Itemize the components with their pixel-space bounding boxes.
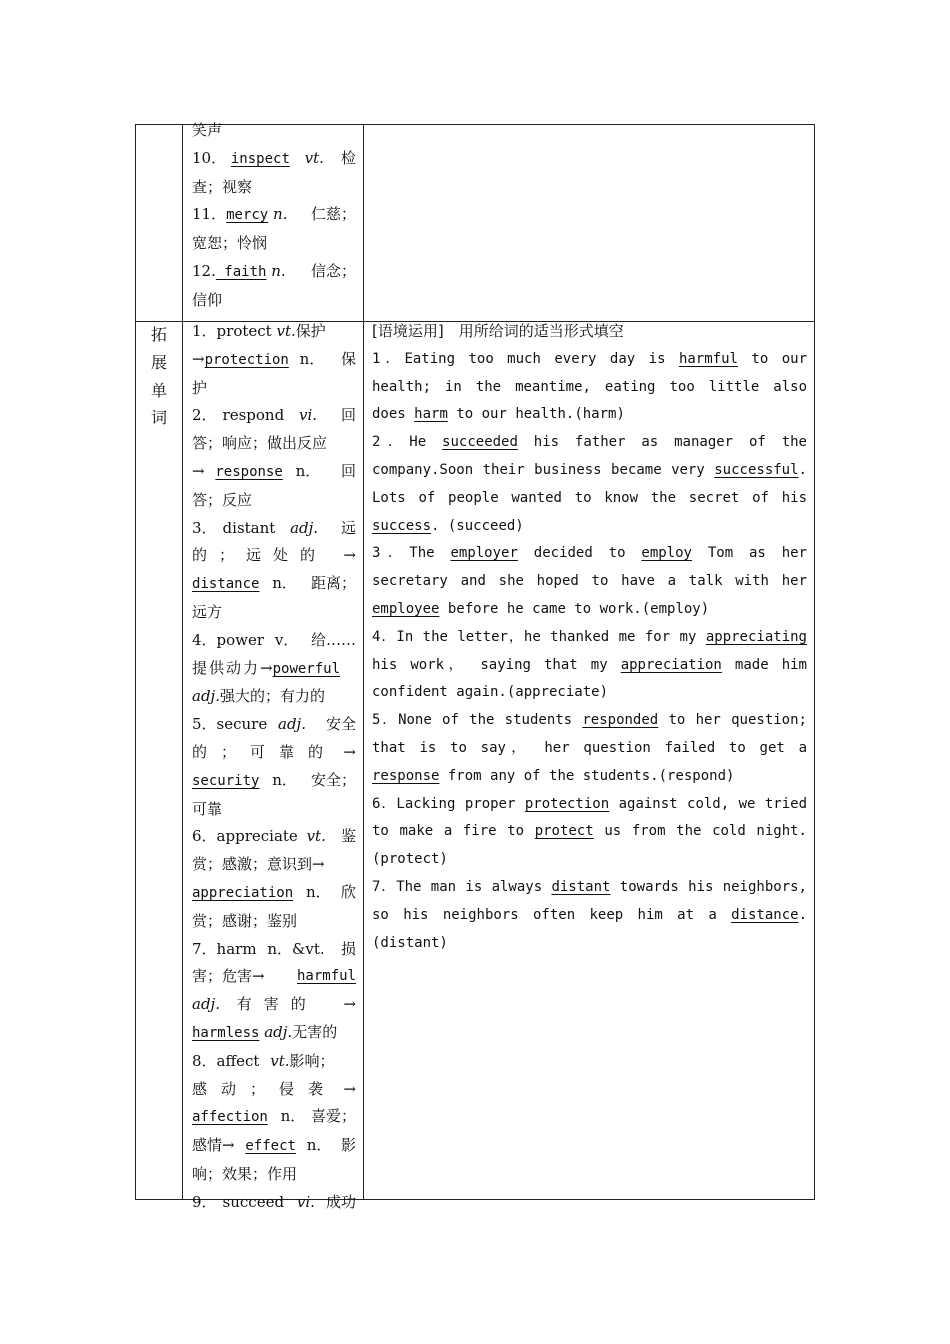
item-number: 6． xyxy=(192,827,217,846)
meaning: 保 xyxy=(340,349,356,368)
meaning: 害；危害 xyxy=(192,967,253,986)
meaning: 信仰 xyxy=(192,290,223,309)
meaning: 的；可靠的 xyxy=(192,742,338,761)
exercise-text: to our health; in the meantime, eating too little also does xyxy=(372,350,808,423)
part-of-speech: n． xyxy=(280,1107,306,1126)
answer-blank: employee xyxy=(372,600,440,617)
arrow-icon: → xyxy=(252,967,265,986)
answer-blank: employer xyxy=(450,545,518,562)
item-number: 2． xyxy=(192,406,217,425)
answer-blank: success xyxy=(372,517,432,534)
answer-word: security xyxy=(192,772,260,789)
vocab-item-5 xyxy=(192,711,356,739)
exercise-text: towards his neighbors, so his neighbors often keep him at a xyxy=(372,878,807,923)
vocab-item-10 xyxy=(192,145,356,174)
vocab-item-8 xyxy=(192,1048,356,1076)
base-word: succeed xyxy=(222,1192,285,1211)
vocab-item-9 xyxy=(192,1189,356,1217)
meaning: 影 xyxy=(340,1136,356,1155)
exercise-cell xyxy=(372,318,807,957)
vocab-line xyxy=(192,851,356,879)
meaning: 赏；感激；意识到 xyxy=(192,855,313,874)
vocab-derived xyxy=(192,879,356,908)
meaning: 赏；感谢；鉴别 xyxy=(192,911,298,930)
vocab-derived xyxy=(192,458,356,487)
item-number: 1． xyxy=(192,322,217,340)
arrow-icon: → xyxy=(343,546,356,565)
vocab-derived xyxy=(192,1019,356,1048)
exercise-item-7 xyxy=(372,874,807,957)
answer-word: protection xyxy=(204,351,289,368)
vocab-line: 笑声 xyxy=(192,121,223,139)
meaning: 答；响应；做出反应 xyxy=(192,434,328,453)
exercise-item-5 xyxy=(372,707,807,790)
vocab-derived xyxy=(192,1103,356,1132)
meaning: 保护 xyxy=(295,322,326,340)
meaning: 影响； xyxy=(289,1051,335,1070)
item-number: 11． xyxy=(192,205,227,224)
part-of-speech: adj. xyxy=(278,715,306,734)
column-divider xyxy=(363,125,364,1199)
answer-word: distance xyxy=(192,576,260,593)
answer-word: response xyxy=(215,463,283,480)
vocab-derived xyxy=(192,991,356,1019)
vocab-item-1 xyxy=(192,318,356,346)
item-number: 10． xyxy=(192,148,227,167)
part-of-speech: adj. xyxy=(264,1022,293,1041)
vocab-continuation-cell xyxy=(192,117,356,315)
part-of-speech: n． xyxy=(299,349,325,368)
item-number: 12. xyxy=(192,261,216,280)
vocab-item-11 xyxy=(192,201,356,230)
meaning: 感情 xyxy=(192,1136,223,1155)
answer-word: inspect xyxy=(230,150,290,167)
meaning: 查；视察 xyxy=(192,177,253,196)
vocab-item-12 xyxy=(192,258,356,287)
exercise-item-1 xyxy=(372,346,807,429)
vocab-item-6 xyxy=(192,823,356,851)
answer-blank: succeeded xyxy=(442,434,518,451)
vocab-derived xyxy=(192,1132,356,1161)
answer-blank: appreciation xyxy=(620,656,722,673)
meaning: 回 xyxy=(340,406,356,425)
part-of-speech: n． xyxy=(272,770,297,789)
meaning: 答；反应 xyxy=(192,490,253,509)
exercise-text: before he came to work.(employ) xyxy=(447,600,710,617)
exercise-text: us from the cold night.(protect) xyxy=(372,823,807,868)
meaning: 喜爱； xyxy=(310,1107,356,1126)
meaning: 宽恕；怜悯 xyxy=(192,234,268,253)
base-word: distant xyxy=(222,518,276,537)
meaning: 的；远处的 xyxy=(192,546,328,565)
column-divider xyxy=(182,125,183,1199)
part-of-speech: adj. xyxy=(192,995,220,1014)
meaning: 回 xyxy=(340,461,356,480)
answer-blank: harmful xyxy=(678,350,738,367)
exercise-text: his father as manager of the company.Soon their business became very xyxy=(372,434,807,478)
meaning: 无害的 xyxy=(292,1022,338,1041)
exercise-text: to our health.(harm) xyxy=(456,406,625,423)
answer-word: mercy xyxy=(226,207,269,224)
arrow-icon: → xyxy=(192,461,205,480)
exercise-header: [语境运用] 用所给词的适当形式填空 xyxy=(372,322,624,340)
section-label-char: 展 xyxy=(150,352,167,372)
exercise-text: 2．He xyxy=(372,434,427,451)
vocab-item-7 xyxy=(192,936,356,964)
meaning: 提供动力 xyxy=(192,658,261,677)
arrow-icon: → xyxy=(312,855,325,874)
meaning: 远方 xyxy=(192,602,223,621)
answer-blank: protect xyxy=(534,823,594,840)
answer-blank: response xyxy=(372,767,440,784)
section-label-char: 单 xyxy=(150,380,167,400)
exercise-text: . (succeed) xyxy=(431,517,524,534)
item-number: 3． xyxy=(192,518,217,537)
meaning: 欣 xyxy=(340,882,356,901)
meaning: 鉴 xyxy=(340,827,356,846)
exercise-text: 3．The xyxy=(372,545,435,562)
part-of-speech: vt. xyxy=(306,827,326,846)
part-of-speech: n． xyxy=(305,882,331,901)
exercise-text: .(distant) xyxy=(372,906,807,951)
base-word: respond xyxy=(222,406,285,425)
part-of-speech: n. xyxy=(271,261,286,280)
part-of-speech: vt. xyxy=(270,1051,290,1070)
arrow-icon: → xyxy=(343,742,356,761)
answer-word: faith xyxy=(215,263,267,280)
answer-word: harmless xyxy=(192,1024,260,1041)
exercise-text: against cold, we tried to make a fire to xyxy=(372,795,808,840)
base-word: appreciate xyxy=(216,827,298,846)
part-of-speech: n． xyxy=(306,1136,332,1155)
meaning: 护 xyxy=(192,378,208,397)
part-of-speech: n． xyxy=(272,574,297,593)
meaning: 损 xyxy=(340,939,356,958)
meaning: 信念； xyxy=(310,261,356,280)
answer-blank: distance xyxy=(731,906,799,923)
item-number: 5． xyxy=(192,715,217,734)
exercise-text: to her question; that is to say， her question failed to get a xyxy=(372,712,807,756)
vocab-item-3 xyxy=(192,515,356,543)
exercise-text: 7．The man is always xyxy=(372,878,543,895)
arrow-icon: → xyxy=(192,349,205,368)
arrow-icon: → xyxy=(260,658,273,677)
exercise-text: 4．In the letter，he thanked me for my xyxy=(372,628,697,645)
answer-blank: responded xyxy=(582,712,659,729)
answer-word: effect xyxy=(245,1138,296,1155)
part-of-speech: adj. xyxy=(192,687,220,706)
exercise-item-2 xyxy=(372,429,807,540)
vocab-derived xyxy=(192,767,356,796)
answer-blank: successful xyxy=(714,461,799,478)
meaning: 可靠 xyxy=(192,799,223,818)
meaning: 响；效果；作用 xyxy=(192,1164,298,1183)
part-of-speech: n. xyxy=(273,205,288,224)
arrow-icon: → xyxy=(343,1079,356,1098)
part-of-speech: vi. xyxy=(298,406,318,425)
section-label-char: 词 xyxy=(150,408,167,428)
answer-word: affection xyxy=(192,1109,268,1126)
vocab-derived xyxy=(192,655,356,684)
vocab-line xyxy=(192,542,356,570)
base-word: harm xyxy=(216,939,257,958)
meaning: 感动；侵袭 xyxy=(192,1079,338,1098)
part-of-speech: v． xyxy=(274,630,299,649)
exercise-text: 5．None of the students xyxy=(372,712,573,729)
part-of-speech: adj. xyxy=(290,518,319,537)
answer-blank: appreciating xyxy=(705,628,807,645)
item-number: 7． xyxy=(192,939,217,958)
meaning: 检 xyxy=(340,148,356,167)
answer-word: appreciation xyxy=(192,884,294,901)
exercise-item-3 xyxy=(372,540,807,623)
exercise-text: 6．Lacking proper xyxy=(372,795,516,812)
exercise-text: his work， saying that my xyxy=(372,656,608,673)
part-of-speech: n．&vt. xyxy=(267,939,325,958)
vocab-derived xyxy=(192,570,356,599)
meaning: 给…… xyxy=(310,630,356,649)
meaning: 强大的；有力的 xyxy=(219,687,325,706)
meaning: 远 xyxy=(340,518,356,537)
exercise-text: . Lots of people wanted to know the secret of his xyxy=(372,461,807,506)
item-number: 8． xyxy=(192,1051,217,1070)
answer-blank: protection xyxy=(524,795,610,812)
vocab-line xyxy=(192,963,356,991)
answer-blank: employ xyxy=(641,545,692,562)
vocab-line xyxy=(192,683,356,711)
base-word: affect xyxy=(216,1051,260,1070)
section-label xyxy=(136,321,182,432)
item-number: 4． xyxy=(192,630,217,649)
meaning: 成功 xyxy=(325,1192,356,1211)
exercise-text: made him confident again.(appreciate) xyxy=(372,656,807,701)
exercise-text: Tom as her secretary and she hoped to have a talk with her xyxy=(372,545,808,590)
section-label-char: 拓 xyxy=(150,325,167,344)
vocab-list-cell xyxy=(192,318,356,1211)
vocabulary-table xyxy=(135,121,815,1211)
base-word: protect xyxy=(216,322,272,340)
answer-word: powerful xyxy=(272,660,341,677)
arrow-icon: → xyxy=(222,1136,235,1155)
vocab-line xyxy=(192,739,356,767)
exercise-item-4 xyxy=(372,624,807,707)
exercise-text: decided to xyxy=(533,545,626,562)
vocab-item-2 xyxy=(192,402,356,430)
base-word: power xyxy=(216,630,265,649)
answer-word: harmful xyxy=(296,968,356,985)
answer-blank: harm xyxy=(414,406,448,423)
base-word: secure xyxy=(216,715,268,734)
vocab-line xyxy=(192,1076,356,1104)
part-of-speech: vt. xyxy=(304,148,324,167)
answer-blank: distant xyxy=(551,878,611,895)
meaning: 距离； xyxy=(310,574,356,593)
exercise-text: from any of the students.(respond) xyxy=(447,767,735,784)
part-of-speech: n． xyxy=(295,461,321,480)
vocab-item-4 xyxy=(192,627,356,655)
meaning: 仁慈； xyxy=(310,205,356,224)
exercise-item-6 xyxy=(372,791,807,874)
item-number: 9． xyxy=(192,1192,217,1211)
meaning: 安全 xyxy=(325,715,356,734)
vocab-derived xyxy=(192,346,356,375)
meaning: 安全； xyxy=(310,770,356,789)
meaning: 有害的 xyxy=(236,995,318,1014)
part-of-speech: vi. xyxy=(296,1192,315,1211)
arrow-icon: → xyxy=(343,995,356,1014)
part-of-speech: vt. xyxy=(276,322,296,340)
exercise-text: 1．Eating too much every day is xyxy=(372,350,666,367)
